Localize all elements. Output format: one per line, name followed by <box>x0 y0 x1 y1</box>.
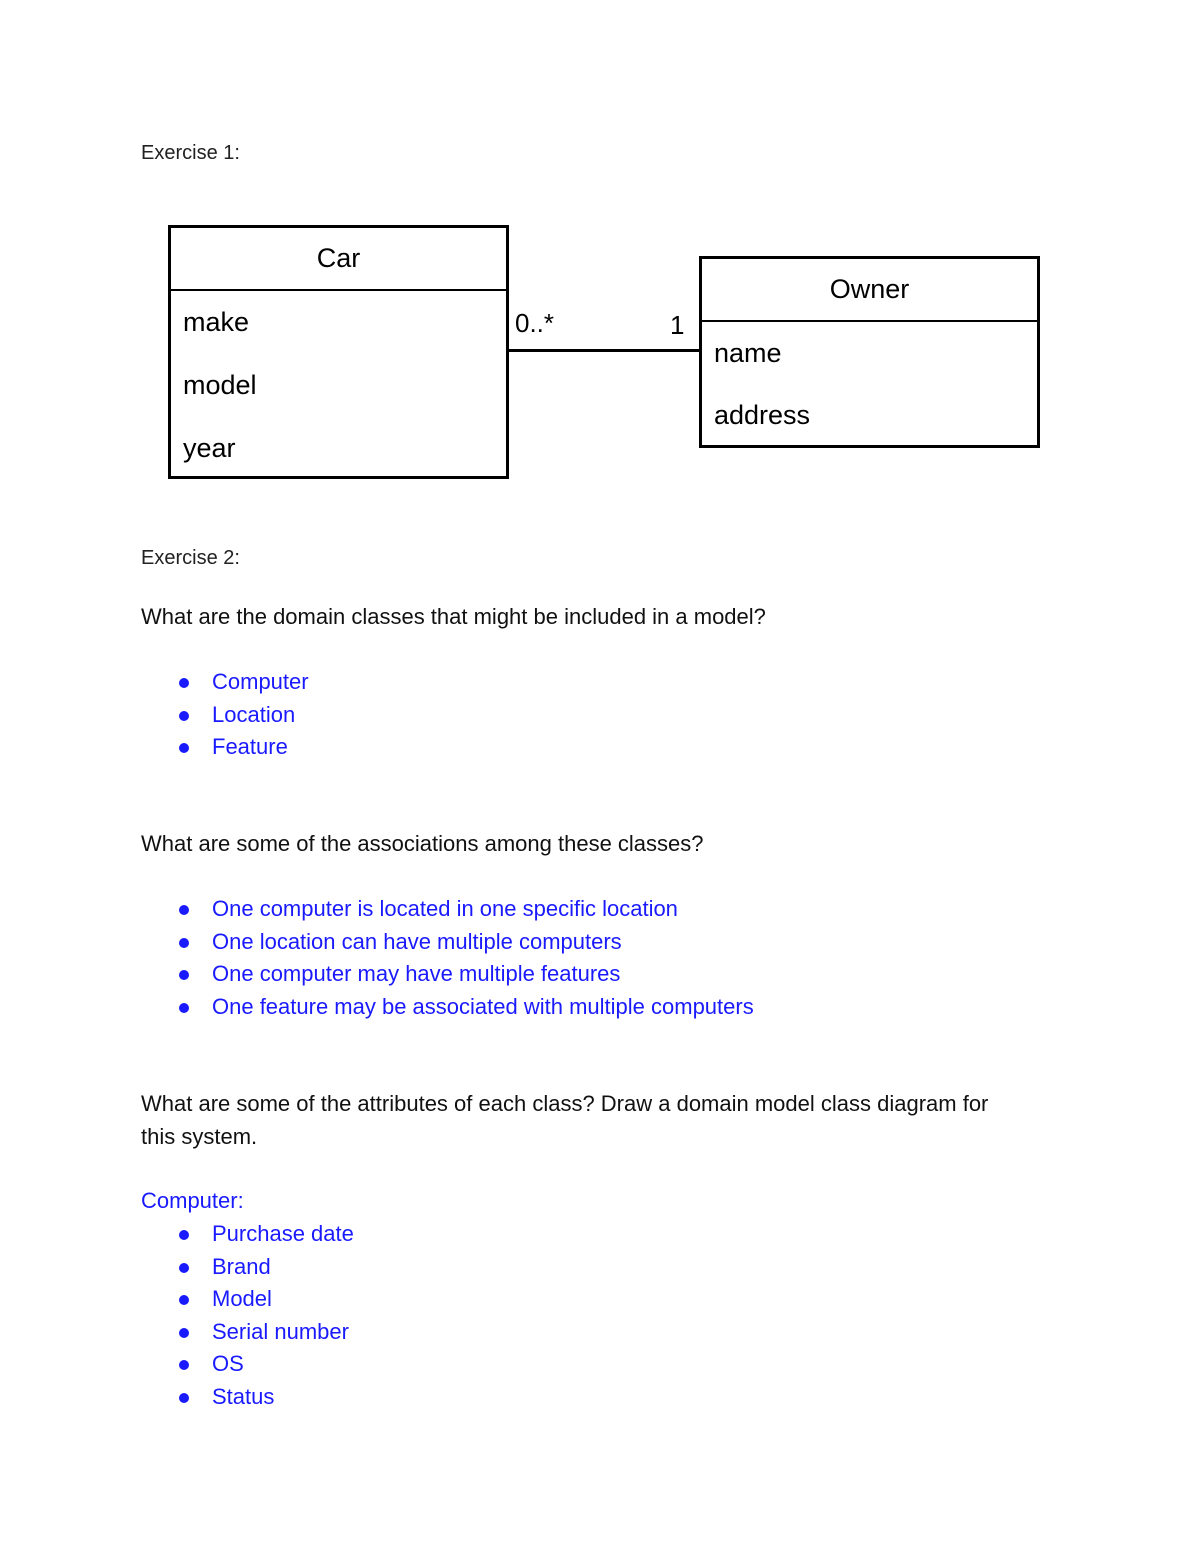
association-line <box>509 349 699 352</box>
list-item-text: OS <box>212 1351 244 1377</box>
bullet-icon <box>179 711 189 721</box>
list-item <box>141 1316 354 1349</box>
list-item-text: One computer is located in one specific location <box>212 896 678 921</box>
list-item-text: Serial number <box>212 1318 349 1344</box>
list-item <box>141 893 754 926</box>
list-item <box>141 1381 354 1414</box>
list-item-text: Computer <box>212 669 309 694</box>
car-attr-model: model <box>183 370 257 400</box>
bullet-icon <box>179 743 189 753</box>
question-attributes-line2: this system. <box>141 1124 258 1149</box>
computer-class-label: Computer: <box>141 1188 244 1213</box>
car-attr-year: year <box>183 433 236 463</box>
question-attributes-line1: What are some of the attributes of each class? Draw a domain model class diagram for <box>141 1091 989 1116</box>
owner-class-title: Owner <box>702 259 1037 322</box>
bullet-icon <box>179 1003 189 1013</box>
bullet-icon <box>179 905 189 915</box>
list-item-text: Status <box>212 1383 275 1409</box>
bullet-icon <box>179 678 189 688</box>
list-item <box>141 731 309 764</box>
list-item-text: One computer may have multiple features <box>212 961 621 987</box>
associations-list <box>141 893 754 1023</box>
list-item <box>141 1348 354 1381</box>
list-item <box>141 1251 354 1284</box>
bullet-icon <box>179 1328 189 1338</box>
bullet-icon <box>179 970 189 980</box>
list-item-text: Brand <box>212 1253 271 1279</box>
owner-multiplicity: 1 <box>670 310 685 340</box>
bullet-icon <box>179 1360 189 1370</box>
computer-attributes-list <box>141 1218 354 1414</box>
owner-attr-address: address <box>714 400 811 430</box>
list-item <box>141 666 309 699</box>
car-class-title: Car <box>171 228 506 291</box>
bullet-icon <box>179 1263 189 1273</box>
list-item <box>141 958 754 991</box>
exercise-2-heading: Exercise 2: <box>141 547 240 569</box>
list-item <box>141 1283 354 1316</box>
list-item-text: Purchase date <box>212 1221 354 1246</box>
question-associations: What are some of the associations among these classes? <box>141 831 704 856</box>
car-attr-make: make <box>183 307 250 337</box>
question-domain-classes: What are the domain classes that might be included in a model? <box>141 604 766 629</box>
owner-attr-name: name <box>714 338 782 368</box>
car-multiplicity: 0..* <box>515 308 555 338</box>
car-class-box <box>168 225 509 479</box>
list-item <box>141 699 309 732</box>
exercise-1-heading: Exercise 1: <box>141 142 240 164</box>
list-item <box>141 926 754 959</box>
bullet-icon <box>179 1230 189 1240</box>
list-item-text: Model <box>212 1286 272 1312</box>
list-item-text: One location can have multiple computers <box>212 928 622 954</box>
bullet-icon <box>179 1393 189 1403</box>
owner-class-box <box>699 256 1040 448</box>
list-item-text: Location <box>212 701 296 727</box>
list-item-text: Feature <box>212 734 288 760</box>
list-item <box>141 991 754 1024</box>
bullet-icon <box>179 1295 189 1305</box>
bullet-icon <box>179 938 189 948</box>
domain-classes-list <box>141 666 309 764</box>
list-item <box>141 1218 354 1251</box>
list-item-text: One feature may be associated with multiple computers <box>212 993 754 1019</box>
